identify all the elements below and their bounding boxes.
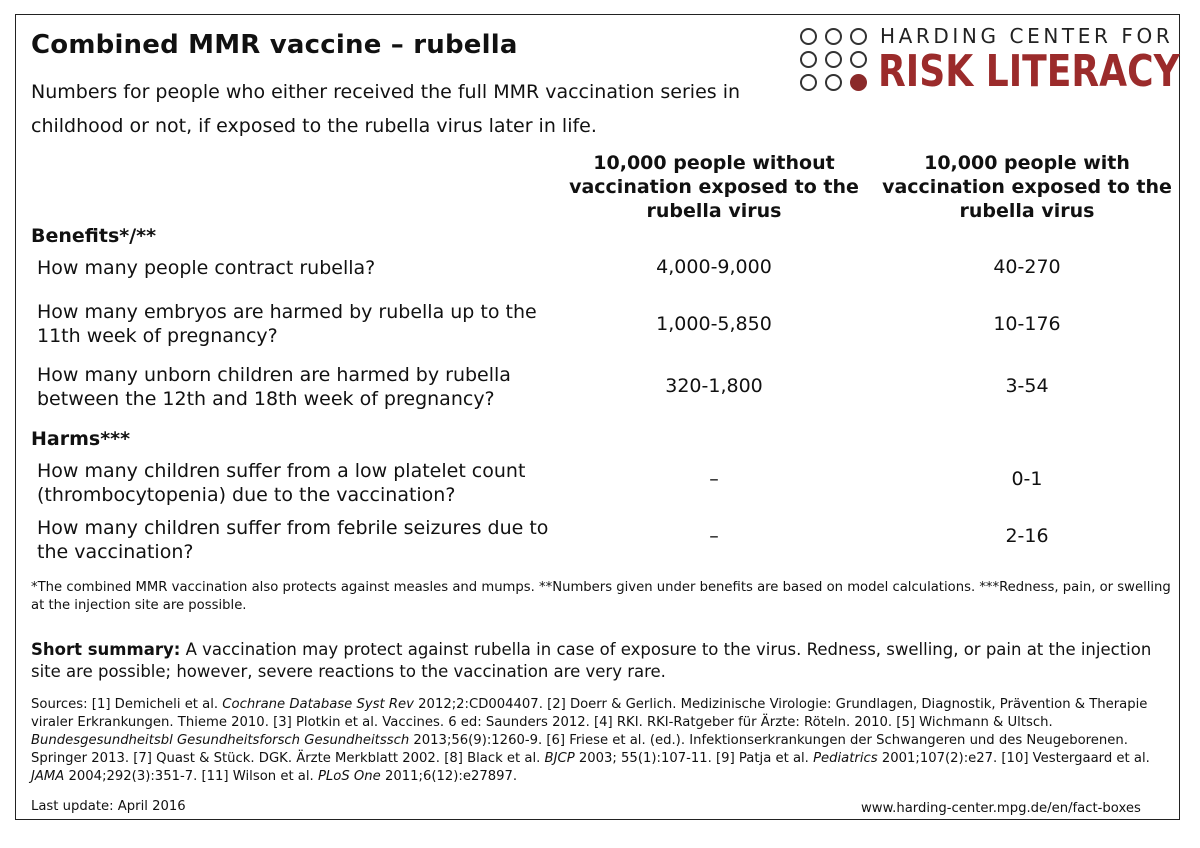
harms-heading: Harms*** — [31, 428, 131, 450]
harm-value-without-2: – — [709, 525, 719, 547]
source-text: 2003; 55(1):107-11. [9] Patja et al. — [574, 751, 814, 766]
column-header-without: 10,000 people without vaccination exposed to the rubella virus — [569, 152, 859, 222]
benefit-value-with-2: 10-176 — [993, 313, 1061, 335]
harm-value-without-1: – — [709, 468, 719, 490]
benefit-value-with-1: 40-270 — [993, 256, 1061, 278]
benefit-value-without-2: 1,000-5,850 — [656, 313, 772, 335]
harm-question-1: How many children suffer from a low platelet count (thrombocytopenia) due to the vaccination? — [37, 460, 526, 506]
sources — [31, 696, 1171, 786]
benefit-value-without-3: 320-1,800 — [665, 375, 763, 397]
harm-value-with-2: 2-16 — [1005, 525, 1049, 547]
benefit-question-2: How many embryos are harmed by rubella up to the 11th week of pregnancy? — [37, 301, 537, 347]
source-text: 2011;6(12):e27897. — [380, 769, 518, 784]
harding-center-logo — [800, 24, 1180, 98]
source-text: 2013;56(9):1260-9. [6] Friese et al. (ed.). Infektionserkrankungen der Schwangeren und des Neugeborenen. Springer 2013. [7] Quast & Stück. DGK. Ärzte Merkblatt 2002. [8] Black et al. — [31, 733, 1128, 766]
source-journal: Bundesgesundheitsbl Gesundheitsforsch Gesundheitssch — [31, 733, 410, 748]
source-journal: Cochrane Database Syst Rev — [222, 697, 414, 712]
source-text: 2012;2:CD004407. [2] Doerr & Gerlich. Medizinische Virologie: Grundlagen, Diagnostik, Prävention & Therapie viraler Erkrankungen. Thieme 2010. [3] Plotkin et al. Vaccines. 6 ed: Saunders 2012. [4] RKI. RKI-Ratgeber für Ärzte: Röteln. 2010. [5] Wichmann & Ultsch. — [31, 697, 1148, 730]
short-summary — [31, 639, 1161, 683]
harm-question-2: How many children suffer from febrile seizures due to the vaccination? — [37, 517, 549, 563]
benefit-value-without-1: 4,000-9,000 — [656, 256, 772, 278]
benefit-question-3: How many unborn children are harmed by rubella between the 12th and 18th week of pregnancy? — [37, 364, 511, 410]
logo-dots-icon — [800, 28, 872, 92]
benefit-value-with-3: 3-54 — [1005, 375, 1049, 397]
subtitle: Numbers for people who either received the full MMR vaccination series in childhood or not, if exposed to the rubella virus later in life. — [31, 81, 741, 137]
benefit-question-1: How many people contract rubella? — [37, 257, 376, 279]
source-text: Sources: [1] Demicheli et al. — [31, 697, 223, 712]
source-journal: JAMA — [31, 769, 65, 784]
source-journal: BJCP — [544, 751, 575, 766]
source-url: www.harding-center.mpg.de/en/fact-boxes — [861, 801, 1141, 816]
source-journal: PLoS One — [317, 769, 381, 784]
harm-value-with-1: 0-1 — [1011, 468, 1043, 490]
last-update: Last update: April 2016 — [31, 799, 186, 814]
summary-text: A vaccination may protect against rubella in case of exposure to the virus. Redness, swelling, or pain at the injection site are possible; however, severe reactions to the vaccination are very rare. — [31, 640, 1152, 681]
source-text: 2004;292(3):351-7. [11] Wilson et al. — [64, 769, 318, 784]
footnote: *The combined MMR vaccination also protects against measles and mumps. **Numbers given under benefits are based on model calculations. ***Redness, pain, or swelling at the injection site are possible. — [31, 580, 1171, 613]
benefits-heading: Benefits*/** — [31, 225, 157, 247]
logo-text-bottom: RISK LITERACY — [878, 46, 1180, 97]
logo-text-top: HARDING CENTER FOR — [880, 24, 1174, 48]
column-header-with: 10,000 people with vaccination exposed to the rubella virus — [882, 152, 1172, 222]
summary-label: Short summary: — [31, 640, 181, 659]
source-journal: Pediatrics — [813, 751, 878, 766]
source-text: 2001;107(2):e27. [10] Vestergaard et al. — [877, 751, 1150, 766]
page-title: Combined MMR vaccine – rubella — [31, 30, 518, 60]
